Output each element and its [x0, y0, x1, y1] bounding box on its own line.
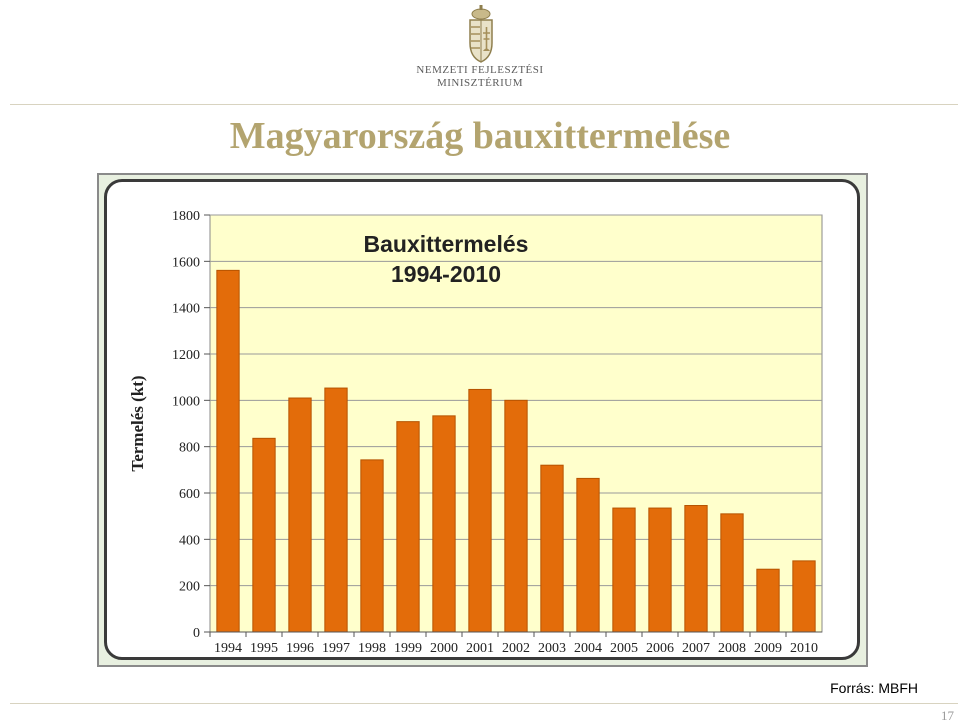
x-tick-label: 2002 [502, 641, 530, 656]
bar [397, 422, 419, 632]
x-tick-label: 2008 [718, 641, 746, 656]
x-tick-label: 1995 [250, 641, 278, 656]
y-tick-label: 1800 [172, 209, 200, 224]
source-note: Forrás: MBFH [830, 680, 918, 696]
bar [649, 508, 671, 632]
x-tick-label: 1996 [286, 641, 314, 656]
page-title: Magyarország bauxittermelése [229, 115, 731, 157]
bar [505, 400, 527, 632]
bar [469, 389, 491, 632]
bar [217, 270, 239, 632]
bar [577, 478, 599, 632]
x-tick-label: 2005 [610, 641, 638, 656]
y-tick-label: 1400 [172, 301, 200, 317]
x-tick-label: 2004 [574, 641, 602, 656]
x-tick-label: 1998 [358, 641, 386, 656]
x-tick-label: 2010 [790, 641, 818, 656]
x-tick-label: 2007 [682, 641, 710, 656]
x-tick-label: 2003 [538, 641, 566, 656]
page-number: 17 [941, 708, 954, 723]
bar-chart [107, 182, 857, 657]
x-tick-label: 2009 [754, 641, 782, 656]
coat-of-arms-icon [467, 5, 495, 63]
chart-panel [104, 179, 860, 660]
ministry-logo [0, 0, 960, 100]
y-tick-label: 0 [193, 626, 200, 641]
bar [361, 460, 383, 632]
y-tick-label: 200 [179, 579, 200, 595]
y-tick-label: 800 [179, 440, 200, 456]
ministry-name-line2: MINISZTÉRIUM [436, 77, 524, 89]
ministry-name-line1: NEMZETI FEJLESZTÉSI [416, 64, 544, 76]
bar [325, 388, 347, 632]
x-tick-label: 2001 [466, 641, 494, 656]
bar [289, 398, 311, 632]
y-tick-label: 1200 [172, 348, 200, 363]
x-tick-label: 2000 [430, 641, 458, 656]
bar [757, 569, 779, 632]
bar [541, 465, 563, 632]
x-tick-label: 1999 [394, 641, 422, 656]
y-tick-label: 600 [179, 487, 200, 502]
y-tick-label: 1000 [172, 394, 200, 410]
chart-title-line1: Bauxittermelés [363, 231, 529, 257]
bar [721, 514, 743, 632]
header-divider [10, 104, 958, 105]
chart-title-line2: 1994-2010 [391, 261, 501, 287]
x-tick-label: 1997 [322, 641, 350, 656]
bar [685, 506, 707, 632]
y-tick-label: 1600 [172, 255, 200, 271]
footer-divider [10, 703, 958, 704]
y-tick-label: 400 [179, 533, 200, 549]
chart-frame [97, 173, 868, 667]
y-axis-label: Termelés (kt) [128, 375, 147, 472]
bar [613, 508, 635, 632]
bar [253, 438, 275, 632]
bar [433, 416, 455, 632]
bar [793, 561, 815, 632]
x-tick-label: 1994 [214, 641, 242, 656]
x-tick-label: 2006 [646, 641, 674, 656]
